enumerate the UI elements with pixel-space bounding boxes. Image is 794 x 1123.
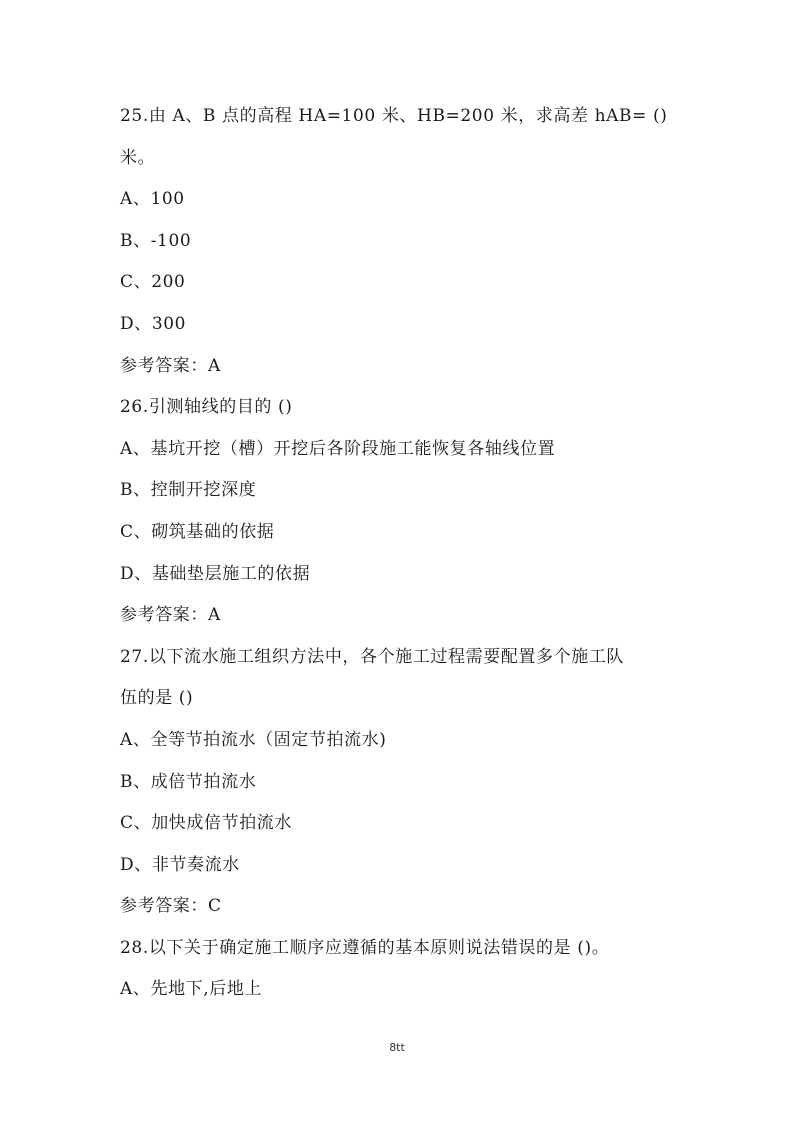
q26-answer: 参考答案：A [120,605,221,626]
q28-option-a: A、先地下,后地上 [120,979,263,1000]
q25-option-a: A、100 [120,189,185,210]
q27-answer: 参考答案：C [120,896,222,917]
question-text-block [120,96,680,1011]
q25-option-b: B、-100 [120,230,192,251]
q26-option-b: B、控制开挖深度 [120,480,257,501]
q25-option-d: D、300 [120,313,187,334]
q25-stem-line2: 米。 [120,147,156,168]
q26-option-d: D、基础垫层施工的依据 [120,563,311,584]
q26-option-c: C、砌筑基础的依据 [120,521,275,542]
q27-stem-line2: 伍的是 () [120,688,194,709]
q25-option-c: C、200 [120,272,186,293]
q27-stem-line1: 27.以下流水施工组织方法中，各个施工过程需要配置多个施工队 [120,646,625,667]
q27-option-b: B、成倍节拍流水 [120,771,257,792]
page-number: 8tt [389,1041,405,1054]
q28-stem: 28.以下关于确定施工顺序应遵循的基本原则说法错误的是 ()。 [120,937,610,958]
q26-stem: 26.引测轴线的目的 () [120,397,293,418]
q26-option-a: A、基坑开挖（槽）开挖后各阶段施工能恢复各轴线位置 [120,438,556,459]
q25-stem-line1: 25.由 A、B 点的高程 HA=100 米、HB=200 米，求高差 hAB= () [120,106,668,126]
q25-answer: 参考答案：A [120,355,221,376]
q27-option-a: A、全等节拍流水（固定节拍流水) [120,729,387,750]
q27-option-d: D、非节奏流水 [120,854,240,875]
q27-option-c: C、加快成倍节拍流水 [120,813,293,834]
